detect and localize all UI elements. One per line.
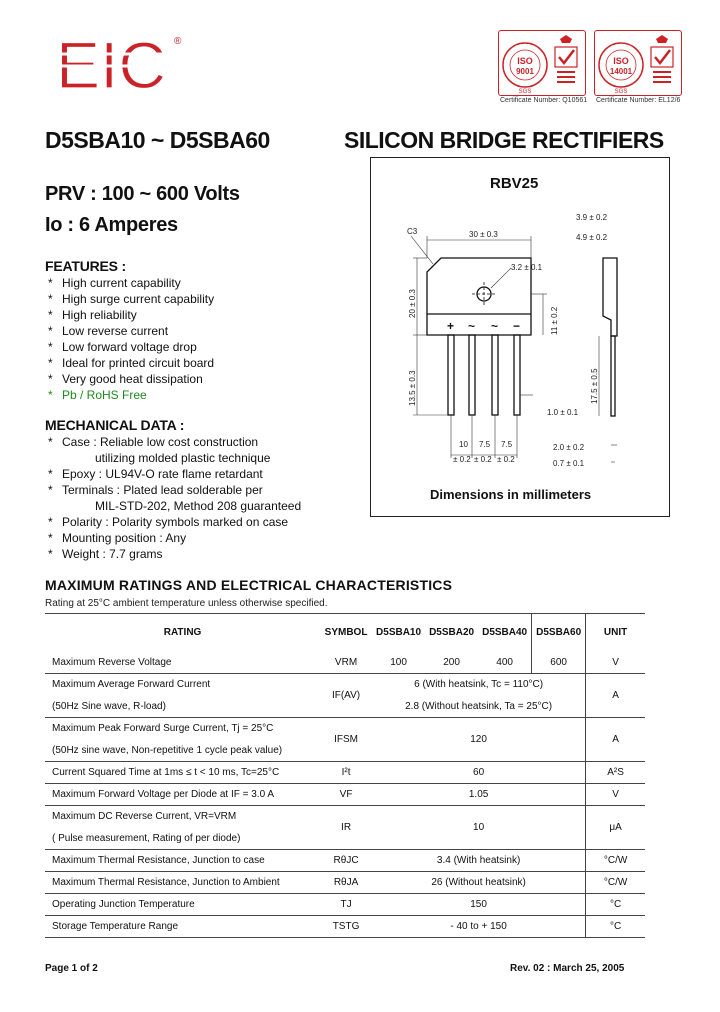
table-row [45, 916, 645, 938]
prv-spec: PRV : 100 ~ 600 Volts [45, 183, 240, 205]
ratings-table [45, 613, 645, 938]
side-view-body [603, 258, 617, 336]
row-value: 100 [390, 656, 407, 668]
dim-pitch1: 10 [459, 440, 468, 449]
dim-side-height: 17.5 ± 0.5 [590, 368, 599, 404]
dim-side-w1: 2.0 ± 0.2 [553, 443, 585, 452]
features-heading: FEATURES : [45, 258, 126, 274]
row-label: (50Hz Sine wave, R-load) [52, 700, 166, 712]
row-unit: A [586, 674, 645, 718]
dim-pitch1-tol: ± 0.2 [453, 455, 471, 464]
crown-icon [560, 35, 572, 43]
package-name: RBV25 [490, 175, 539, 192]
dim-pitch2: 7.5 [479, 440, 491, 449]
row-symbol: RθJC [320, 850, 372, 872]
dim-pitch3-tol: ± 0.2 [497, 455, 515, 464]
eic-logo-mark [52, 30, 187, 100]
row-symbol: IF(AV) [320, 674, 372, 718]
row-unit: μA [586, 806, 645, 850]
header-d5sba40: D5SBA40 [478, 614, 532, 652]
row-value: 26 (Without heatsink) [372, 872, 586, 894]
table-row [45, 872, 645, 894]
row-label: Current Squared Time at 1ms ≤ t < 10 ms, Tc=25°C [45, 762, 320, 784]
part-range-title: D5SBA10 ~ D5SBA60 [45, 127, 270, 153]
checkmark-icon [559, 50, 574, 63]
dim-lead-length: 13.5 ± 0.3 [408, 370, 417, 406]
dim-hole-height: 11 ± 0.2 [550, 306, 559, 335]
registered-mark: ® [174, 36, 182, 47]
header-d5sba10: D5SBA10 [372, 614, 425, 652]
checkmark-icon [655, 50, 670, 63]
row-value: - 40 to + 150 [372, 916, 586, 938]
lead-pin [514, 335, 520, 415]
dim-width: 30 ± 0.3 [469, 230, 498, 239]
row-unit: °C [586, 916, 645, 938]
row-label: (50Hz sine wave, Non-repetitive 1 cycle peak value) [52, 744, 283, 756]
row-symbol: IR [320, 806, 372, 850]
row-symbol: I²t [320, 762, 372, 784]
dim-pitch2-tol: ± 0.2 [474, 455, 492, 464]
header-d5sba20: D5SBA20 [425, 614, 478, 652]
page-number: Page 1 of 2 [45, 963, 98, 974]
dim-side-w2: 0.7 ± 0.1 [553, 459, 585, 468]
row-symbol: TJ [320, 894, 372, 916]
row-unit: °C/W [586, 872, 645, 894]
ratings-subtitle: Rating at 25°C ambient temperature unless otherwise specified. [45, 598, 328, 609]
row-value: 6 (With heatsink, Tc = 110°C) [372, 674, 586, 696]
row-value: 2.8 (Without heatsink, Ta = 25°C) [372, 696, 586, 718]
header-symbol: SYMBOL [320, 614, 372, 652]
row-symbol: RθJA [320, 872, 372, 894]
table-header-row [45, 614, 645, 652]
row-label: Storage Temperature Range [45, 916, 320, 938]
table-row [45, 806, 645, 828]
table-row [45, 718, 645, 740]
row-value: 60 [372, 762, 586, 784]
row-symbol: TSTG [320, 916, 372, 938]
table-row [45, 850, 645, 872]
row-unit: °C/W [586, 850, 645, 872]
row-symbol: VF [320, 784, 372, 806]
row-label: Maximum Reverse Voltage [52, 656, 172, 668]
table-row [45, 894, 645, 916]
row-label: Maximum DC Reverse Current, VR=VRM [45, 806, 320, 828]
row-value: 200 [443, 656, 460, 668]
row-unit: A [586, 718, 645, 762]
side-view-lead [611, 336, 615, 416]
features-list: * High current capability * High surge current capability * High reliability * Low reverse current * Low forward voltage drop * Ideal for printed circuit board * Very good heat dissipation * Pb / RoHS Free [48, 276, 215, 402]
row-label: Maximum Thermal Resistance, Junction to Ambient [45, 872, 320, 894]
table-row [45, 784, 645, 806]
row-label: Maximum Peak Forward Surge Current, Tj = 25°C [45, 718, 320, 740]
cert-number: 9001 [516, 67, 534, 76]
row-value: 150 [372, 894, 586, 916]
cert-number: 14001 [609, 67, 633, 76]
ratings-title: MAXIMUM RATINGS AND ELECTRICAL CHARACTERISTICS [45, 577, 453, 593]
row-label: Maximum Thermal Resistance, Junction to case [45, 850, 320, 872]
row-value: 3.4 (With heatsink) [372, 850, 586, 872]
dim-hole: 3.2 ± 0.1 [511, 263, 543, 272]
lead-pin [448, 335, 454, 415]
row-value: 400 [478, 652, 532, 674]
header-unit: UNIT [586, 614, 645, 652]
dimensions-caption: Dimensions in millimeters [430, 487, 592, 502]
iso14001-badge [594, 30, 682, 96]
dim-c3: C3 [407, 227, 418, 236]
lead-pin [492, 335, 498, 415]
iso9001-badge [498, 30, 586, 96]
revision-date: Rev. 02 : March 25, 2005 [510, 963, 625, 974]
crown-icon [656, 35, 668, 43]
row-value: 10 [372, 806, 586, 850]
table-row [45, 762, 645, 784]
row-unit: A²S [586, 762, 645, 784]
cert-number-9001: Certificate Number: Q10561 [500, 97, 588, 104]
cert-registrar: SGS [518, 89, 532, 95]
polarity-plus-mark: + [447, 319, 455, 333]
list-item-cont: utilizing molded plastic technique [95, 451, 271, 465]
lead-pin [469, 335, 475, 415]
dim-lead-width: 1.0 ± 0.1 [547, 408, 579, 417]
cert-standard: ISO [517, 56, 533, 66]
dim-side-top1: 3.9 ± 0.2 [576, 213, 608, 222]
row-label: Operating Junction Temperature [45, 894, 320, 916]
row-label: ( Pulse measurement, Rating of per diode) [52, 832, 241, 844]
polarity-ac-mark: ~ [491, 319, 499, 333]
mechanical-heading: MECHANICAL DATA : [45, 417, 185, 433]
mechanical-list: * Case : Reliable low cost construction utilizing molded plastic technique * Epoxy : UL94V-O rate flame retardant * Terminals : Plated lead solderable per MIL-STD-202, Method 208 guaranteed * Polarity : Polarity symbols marked on case * Mounting position : Any * Weight : 7.7 grams [48, 435, 302, 561]
row-label: Maximum Average Forward Current [45, 674, 320, 696]
row-value: 600 [532, 652, 586, 674]
row-symbol: IFSM [320, 718, 372, 762]
cert-registrar: SGS [614, 89, 628, 95]
row-value: 120 [372, 718, 586, 762]
cert-number-14001: Certificate Number: EL12/6 [596, 97, 681, 104]
table-row [45, 674, 645, 696]
dim-pitch3: 7.5 [501, 440, 513, 449]
polarity-ac-mark: ~ [468, 319, 476, 333]
row-unit: V [612, 656, 619, 668]
logo-text: EIC [56, 30, 167, 100]
cert-standard: ISO [613, 56, 629, 66]
list-item-cont: MIL-STD-202, Method 208 guaranteed [95, 499, 302, 513]
dim-body-height: 20 ± 0.3 [408, 289, 417, 318]
row-value: 1.05 [372, 784, 586, 806]
header-d5sba60: D5SBA60 [532, 614, 586, 652]
dim-side-top2: 4.9 ± 0.2 [576, 233, 608, 242]
polarity-minus-mark: − [513, 319, 521, 333]
package-drawing [371, 200, 669, 480]
row-unit: V [586, 784, 645, 806]
row-label: Maximum Forward Voltage per Diode at IF = 3.0 A [45, 784, 320, 806]
eic-logo [52, 30, 187, 100]
row-unit: °C [586, 894, 645, 916]
io-spec: Io : 6 Amperes [45, 214, 178, 236]
product-type-title: SILICON BRIDGE RECTIFIERS [344, 127, 664, 153]
header-rating: RATING [45, 614, 320, 652]
table-row [45, 652, 645, 674]
row-symbol: VRM [334, 656, 358, 668]
